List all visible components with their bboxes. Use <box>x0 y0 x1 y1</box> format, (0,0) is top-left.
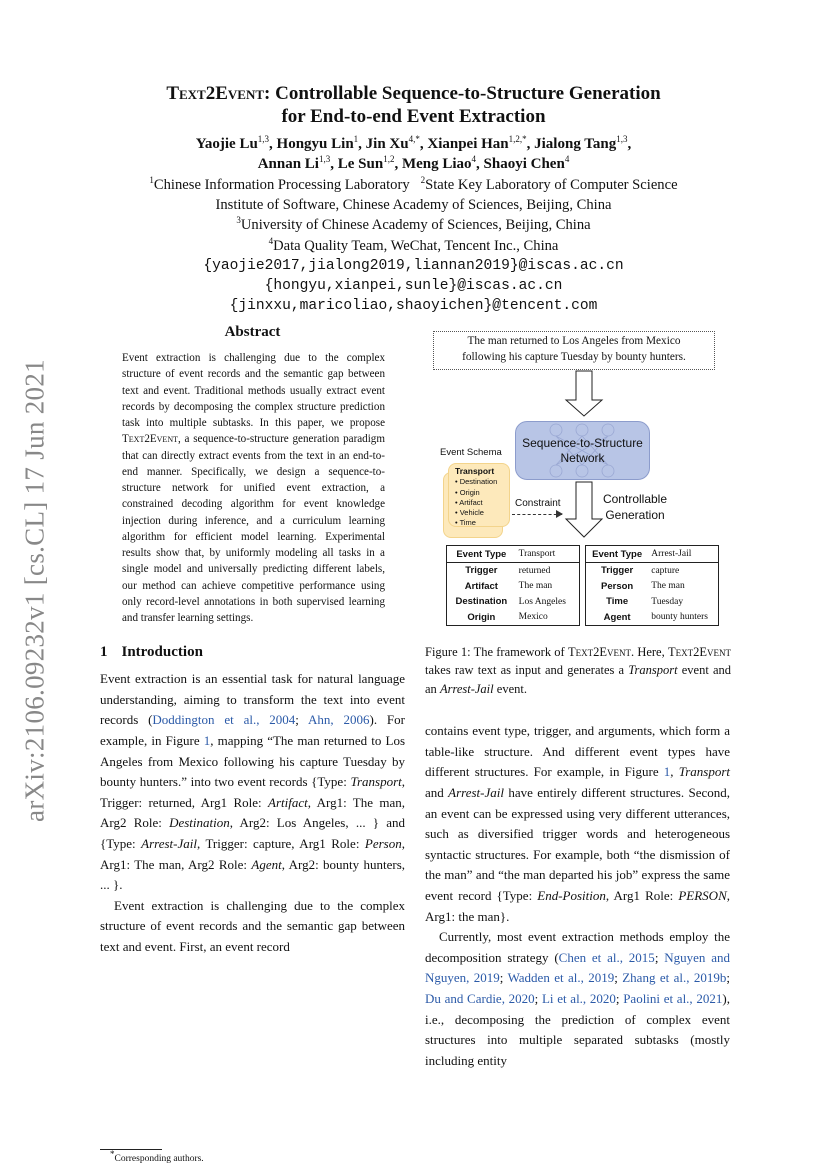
role-cell: Event Type <box>447 546 516 563</box>
controllable-line: Controllable <box>602 492 668 506</box>
author-name: Xianpei Han <box>427 136 509 152</box>
system-name: Text2Event <box>122 433 178 446</box>
schema-item-label: Artifact <box>459 497 483 507</box>
controllable-line: Generation <box>605 508 665 522</box>
value-cell: Tuesday <box>651 596 684 607</box>
footnote <box>110 1148 405 1165</box>
role-cell: Trigger <box>601 565 634 577</box>
paper-title <box>0 82 827 128</box>
table-row <box>447 594 580 610</box>
text-run: , <box>670 764 679 780</box>
text-run: , Trigger: returned, Arg1 Role: <box>100 774 405 810</box>
italic-text: Transport <box>678 764 731 780</box>
table-row <box>586 579 719 595</box>
right-column-body <box>425 721 730 1071</box>
text-run: , Arg2: Los Angeles, ... } and {Type: <box>100 815 405 851</box>
text-run: have entirely different structures. Second, an event can be expressed using very different utterances, such as diversified trigger words and heterogeneous syntactic structures. For example, both “the dismission of the man” and “the man departed his job” express the same event record {Type: <box>425 785 730 903</box>
text-run: contains event type, trigger, and arguments, which form a table-like structure. And different event types have different structures. For example, in Figure <box>425 723 730 780</box>
title-line2: for End-to-end Event Extraction <box>281 106 546 127</box>
author-name: Jin Xu <box>365 136 409 152</box>
value-cell: bounty hunters <box>651 612 708 623</box>
value-cell: Arrest-Jail <box>648 546 718 563</box>
email-line: {hongyu,xianpei,sunle}@iscas.ac.cn <box>264 278 563 295</box>
system-name: Text2Event <box>567 645 631 659</box>
table-row <box>447 563 580 579</box>
value-cell: The man <box>651 581 685 592</box>
text-run: Event extraction is an essential task for natural language understanding, aiming to transform the text into event records ( <box>100 671 405 728</box>
italic-text: PERSON <box>678 887 727 903</box>
paper-header <box>0 82 827 316</box>
text-run: ; <box>614 970 623 986</box>
table-row <box>447 610 580 626</box>
network-label-line: Sequence-to-Structure <box>522 435 643 450</box>
citation-link[interactable]: 1 <box>203 733 211 749</box>
abstract-text <box>122 350 385 626</box>
sentence-line: The man returned to Los Angeles from Mexico <box>467 335 681 347</box>
abstract-heading: Abstract <box>224 324 281 340</box>
down-arrow-icon <box>560 370 610 420</box>
role-cell: Event Type <box>586 546 649 563</box>
controllable-generation-label <box>594 491 676 523</box>
system-name: Text2Event <box>166 83 265 104</box>
citation-link[interactable]: 1 <box>663 764 671 780</box>
role-cell: Artifact <box>464 580 498 592</box>
author-name: Jialong Tang <box>534 136 617 152</box>
citation-link[interactable]: Li et al., 2020 <box>541 990 616 1006</box>
footnote-text: Corresponding authors. <box>114 1154 204 1164</box>
italic-text: Destination <box>169 815 230 831</box>
figure-caption <box>425 643 731 698</box>
footnote-area <box>100 1139 405 1165</box>
author-affiliation-mark: 1,2,* <box>508 134 527 144</box>
text-run: , Arg1: The man, Arg2 Role: <box>100 794 405 831</box>
author-affiliation-mark: 1 <box>353 134 359 144</box>
role-cell: Destination <box>455 596 508 608</box>
text-run: event. <box>493 681 527 696</box>
affiliation-1: Chinese Information Processing Laboratory <box>153 177 410 193</box>
author-line-1: Yaojie Lu$^{1,3}$, Hongyu Lin$^1$, Jin $Xu^{4,*}$, Xianpei Han$^{1,2,*}$, Jialong Tang$^{1,3}$, <box>195 134 632 152</box>
title-rest: : Controllable Sequence-to-Structure Generation <box>264 83 661 104</box>
text-run: ; <box>615 990 624 1006</box>
value-cell: returned <box>518 565 551 576</box>
citation-link[interactable]: Nguyen and Nguyen, 2019 <box>425 949 730 986</box>
text-run: . Here, <box>630 645 668 659</box>
author-affiliation-mark: 1,3 <box>257 134 270 144</box>
transport-event-table <box>446 545 580 626</box>
schema-item-label: Vehicle <box>459 508 484 518</box>
affiliation-line: $^4$Data Quality Team, WeChat, Tencent Inc., China <box>268 235 559 254</box>
text-run: and <box>425 785 449 800</box>
footnote-mark: * <box>110 1148 115 1159</box>
value-cell: Los Angeles <box>518 596 566 607</box>
role-cell: Person <box>601 580 634 592</box>
arxiv-identifier: arXiv:2106.09232v1 [cs.CL] 17 Jun 2021 <box>19 359 50 822</box>
author-affiliation-mark: 1,2 <box>383 153 395 164</box>
italic-text: Arrest-Jail <box>141 836 197 851</box>
section-heading <box>100 643 405 661</box>
table-row <box>447 579 580 595</box>
constraint-arrow <box>512 514 562 515</box>
italic-text: End-Position <box>537 887 606 903</box>
sentence-line: following his capture Tuesday by bounty hunters. <box>462 350 686 363</box>
role-cell: Trigger <box>465 565 498 577</box>
schema-item: • Destination <box>455 477 498 487</box>
author-name: Meng Liao <box>401 155 472 172</box>
schema-item-label: Destination <box>459 477 498 487</box>
text-run: ; <box>295 712 309 728</box>
table-row <box>586 563 719 579</box>
author-affiliation-mark: 4 <box>471 153 477 164</box>
abstract-paragraph <box>122 350 385 626</box>
text-run: , Arg2: bounty hunters, ... }. <box>100 856 405 893</box>
value-cell: Transport <box>516 546 580 563</box>
table-row <box>586 594 719 610</box>
value-cell: capture <box>651 565 680 576</box>
seq2struct-network <box>515 421 650 480</box>
paragraph <box>425 721 730 927</box>
schema-item-label: Time <box>459 518 476 528</box>
arrest-jail-event-table <box>585 545 719 626</box>
right-column <box>425 643 731 1071</box>
citation-link[interactable]: Ahn, 2006 <box>308 712 370 728</box>
input-sentence-box <box>433 331 715 370</box>
text-run: , mapping “The man returned to Los Angeles from Mexico following his capture Tuesday by bounty hunters.” into two event records {Type: <box>100 733 405 790</box>
italic-text: Artifact <box>268 794 308 810</box>
citation-link[interactable]: Paolini et al., 2021 <box>623 990 723 1006</box>
text-run: Currently, most event extraction methods employ the decomposition strategy ( <box>425 929 730 965</box>
italic-text: Arrest-Jail <box>439 681 494 696</box>
citation-link[interactable]: Zhang et al., 2019b <box>622 970 727 986</box>
table-row <box>586 610 719 626</box>
schema-card <box>448 463 510 527</box>
schema-item: • Time <box>455 518 476 528</box>
text-run: , Trigger: capture, Arg1 Role: <box>196 836 365 851</box>
schema-item: • Vehicle <box>455 508 484 518</box>
italic-text: Person <box>364 836 402 851</box>
email-line: {jinxxu,maricoliao,shaoyichen}@tencent.com <box>229 298 598 315</box>
text-run: ; <box>534 990 542 1006</box>
author-list <box>0 135 827 174</box>
text-run: ). For example, in Figure <box>100 712 405 749</box>
paragraph <box>100 896 405 958</box>
text-run: Event extraction is challenging due to the complex structure of event records and the semantic gap between text and event. First, an event record <box>100 897 405 954</box>
citation-link[interactable]: Du and Cardie, 2020 <box>425 990 535 1006</box>
schema-items <box>455 477 509 528</box>
schema-item: • Origin <box>455 487 480 497</box>
affiliation-institute: Institute of Software, Chinese Academy of Sciences, Beijing, China <box>215 197 612 214</box>
text-run: , a sequence-to-structure generation paradigm that can directly extract events from the text in an end-to-end manner. Specifically, we design a sequence-to-structure network for unified event extraction, a constrained decoding algorithm for event knowledge injection during inference, and a curriculum learning algorithm for efficient model learning. Experimental results show that, by uniformly modeling all tasks in a single model and universally predicting different labels, our method can achieve competitive performance using only record-level annotations in both supervised learning and transfer learning settings. <box>122 433 385 624</box>
role-cell: Agent <box>603 611 631 623</box>
author-affiliation-mark: 1,3 <box>616 134 628 144</box>
network-label <box>522 436 643 466</box>
text-run: ; <box>499 970 508 986</box>
event-schema-label: Event Schema <box>440 447 502 458</box>
text-run: , Arg1: the man}. <box>425 887 730 924</box>
section-title: Introduction <box>121 644 203 661</box>
schema-title: Transport <box>455 466 495 476</box>
email-line: {yaojie2017,jialong2019,liannan2019}@iscas.ac.cn <box>203 257 624 274</box>
text-run: takes raw text as input and generates a <box>425 663 629 678</box>
value-cell: The man <box>518 581 553 592</box>
section-number: 1 <box>100 644 108 661</box>
network-label-line: Network <box>560 450 605 465</box>
italic-text: Arrest-Jail <box>448 785 504 800</box>
value-cell: Mexico <box>518 612 548 623</box>
author-affiliation-mark: 4,* <box>408 134 420 144</box>
text-run: , Arg1: The man, Arg2 Role: <box>100 836 405 872</box>
author-name: Annan Li <box>257 155 319 172</box>
paragraph <box>100 669 405 896</box>
author-name: Yaojie Lu <box>195 136 258 152</box>
text-run: event and an <box>425 663 732 696</box>
author-name: Shaoyi Chen <box>483 155 565 172</box>
affiliation-line: $^1$Chinese Information Processing Laboratory $^2$State Key Laboratory of Computer Science <box>149 175 678 193</box>
affiliations <box>0 175 827 316</box>
schema-item: • Artifact <box>455 497 483 507</box>
text-run: Figure 1: The framework of <box>425 645 568 659</box>
italic-text: Agent <box>251 856 282 872</box>
text-run: ; <box>726 970 730 986</box>
author-name: Hongyu Lin <box>276 136 354 152</box>
citation-link[interactable]: Chen et al., 2015 <box>558 949 655 965</box>
italic-text: Transport <box>628 663 678 678</box>
affiliation-3: University of Chinese Academy of Sciences, Beijing, China <box>240 217 591 234</box>
author-affiliation-mark: 1,3 <box>318 153 331 164</box>
text-run: ; <box>654 949 665 965</box>
role-cell: Origin <box>467 611 496 623</box>
schema-item-label: Origin <box>459 487 480 497</box>
left-column-body <box>100 669 405 957</box>
table-row <box>447 546 580 563</box>
author-name: Le Sun <box>337 155 384 172</box>
paragraph <box>425 927 730 1071</box>
italic-text: Transport <box>350 774 402 790</box>
system-name: Text2Event <box>667 645 731 659</box>
citation-link[interactable]: Doddington et al., 2004 <box>152 712 296 728</box>
caption-text <box>425 643 731 698</box>
affiliation-4: Data Quality Team, WeChat, Tencent Inc., China <box>273 237 559 254</box>
text-run: , Arg1 Role: <box>605 887 679 903</box>
text-run: Event extraction is challenging due to the complex structure of event records and the semantic gap between text and event. Traditional methods usually extract event records by decomposing the complex structure prediction task into multiple subtasks. In this paper, we propose <box>122 352 385 429</box>
role-cell: Time <box>606 596 629 608</box>
affiliation-2: State Key Laboratory of Computer Science <box>425 177 678 193</box>
text-run: ), i.e., decomposing the prediction of complex event structures into multiple separated subtasks (mostly including entity <box>425 990 730 1068</box>
author-line-2: Annan Li$^{1,3}$, Le Sun$^{1,2}$, Meng Liao$^4$, Shaoyi Chen$^4$ <box>257 153 570 172</box>
constraint-label: Constraint <box>515 498 561 509</box>
author-affiliation-mark: 4 <box>564 153 570 164</box>
citation-link[interactable]: Wadden et al., 2019 <box>507 970 615 986</box>
table-row <box>586 546 719 563</box>
affiliation-line: $^3$University of Chinese Academy of Sciences, Beijing, China <box>236 215 591 234</box>
left-column <box>100 323 405 1165</box>
